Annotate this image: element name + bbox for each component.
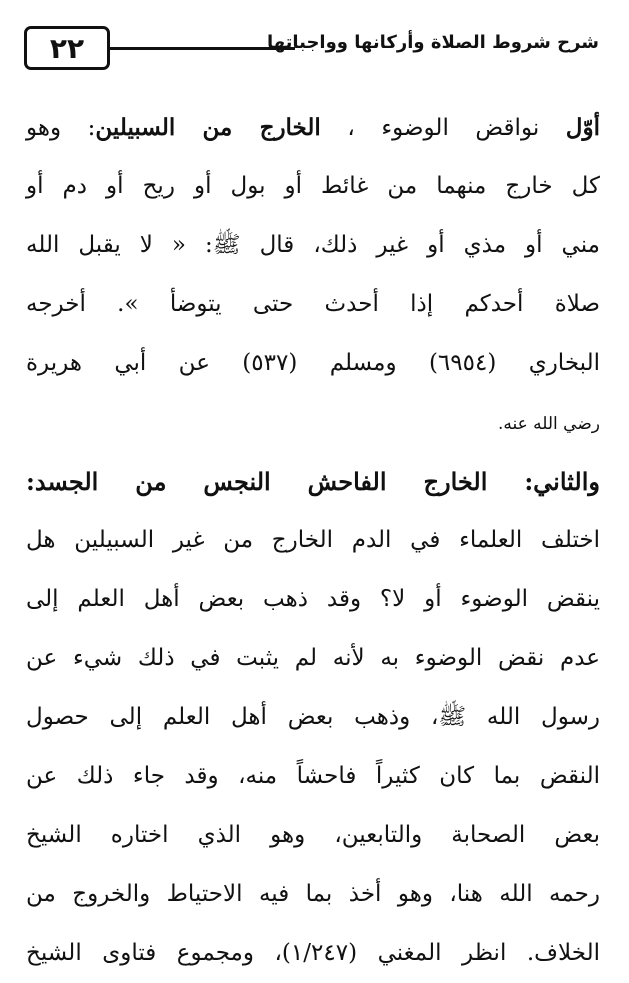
first-label: أوّل [565, 114, 600, 141]
line-1-text-a: نواقض الوضوء ، [320, 115, 566, 141]
running-title: شرح شروط الصلاة وأركانها وواجباتها [266, 32, 599, 53]
text-line-15: الخلاف. انظر المغني (١/٢٤٧)، ومجموع فتاوى الشيخ [26, 940, 600, 966]
line-1-text-b: : وهو [26, 115, 96, 141]
text-line-10: عدم نقض الوضوء به لأنه لم يثبت في ذلك شيء عن [26, 645, 600, 671]
honorific-text: رضي الله عنه. [497, 414, 600, 434]
text-line-12: النقض بما كان كثيراً فاحشاً منه، وقد جاء ذلك عن [26, 763, 600, 789]
text-line-5: البخاري (٦٩٥٤) ومسلم (٥٣٧) عن أبي هريرة [26, 350, 601, 376]
page-header [24, 26, 599, 76]
text-line-11: رسول الله ﷺ، وذهب بعض أهل العلم إلى حصول [26, 704, 600, 730]
first-nullifier-heading: الخارج من السبيلين [95, 114, 321, 141]
text-line-1 [26, 98, 600, 157]
text-line-9: ينقض الوضوء أو لا؟ وقد ذهب بعض أهل العلم إلى [26, 586, 600, 612]
text-line-3: مني أو مذي أو غير ذلك، قال ﷺ: « لا يقبل الله [26, 232, 600, 258]
page-number-box [24, 26, 110, 70]
text-line-2: كل خارج منهما من غائط أو بول أو ريح أو دم أو [26, 173, 600, 199]
text-line-6 [26, 393, 600, 452]
second-nullifier-heading: والثاني: الخارج الفاحش النجس من الجسد: [26, 467, 600, 496]
text-line-13: بعض الصحابة والتابعين، وهو الذي اختاره الشيخ [26, 822, 600, 848]
page-number: ٢٢ [49, 31, 85, 65]
text-line-14: رحمه الله هنا، وهو أخذ بما فيه الاحتياط والخروج من [26, 881, 600, 907]
text-line-4: صلاة أحدكم إذا أحدث حتى يتوضأ ». أخرجه [26, 291, 600, 317]
text-line-8: اختلف العلماء في الدم الخارج من غير السبيلين هل [26, 527, 600, 553]
body-text [26, 98, 600, 983]
